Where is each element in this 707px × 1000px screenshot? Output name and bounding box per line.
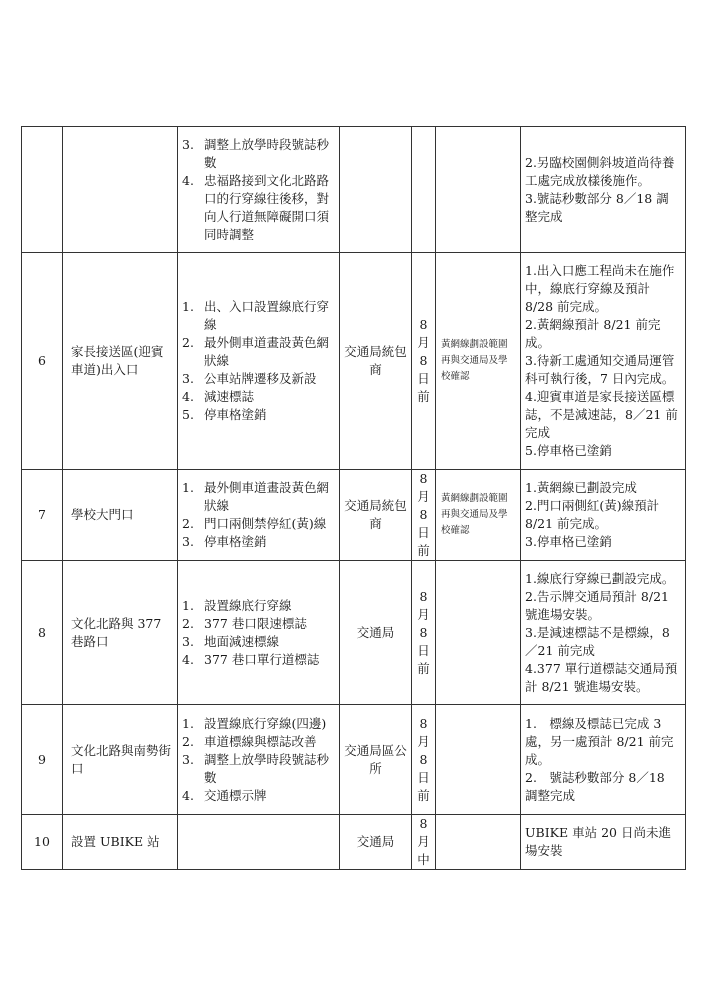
responsible-unit-cell: 交通局 bbox=[340, 815, 412, 870]
measures-cell bbox=[178, 127, 340, 253]
location-cell: 家長接送區(迎賓車道)出入口 bbox=[63, 253, 178, 470]
measure-item bbox=[182, 715, 335, 733]
measure-text: 調整上放學時段號誌秒數 bbox=[204, 136, 330, 170]
status-cell bbox=[521, 561, 686, 705]
item-number-cell bbox=[22, 127, 63, 253]
status-line: 2.告示牌交通局預計 8/21 號進場安裝。 bbox=[525, 588, 669, 622]
table-row bbox=[22, 470, 686, 561]
measure-text: 設置線底行穿線(四邊) bbox=[204, 715, 327, 731]
measure-text: 停車格塗銷 bbox=[204, 534, 267, 549]
measure-item bbox=[182, 298, 335, 334]
measures-list bbox=[182, 715, 335, 805]
status-line: 2.另臨校園側斜坡道尚待養工處完成放樣後施作。 bbox=[525, 154, 675, 188]
table-row bbox=[22, 561, 686, 705]
measures-cell bbox=[178, 705, 340, 815]
measures-cell bbox=[178, 253, 340, 470]
deadline-cell bbox=[412, 815, 436, 870]
measure-item bbox=[182, 479, 335, 515]
measure-text: 停車格塗銷 bbox=[204, 407, 267, 422]
status-cell bbox=[521, 253, 686, 470]
measure-item bbox=[182, 597, 335, 615]
table-row bbox=[22, 253, 686, 470]
location-cell: 文化北路與南勢街口 bbox=[63, 705, 178, 815]
status-line: 1. 標線及標誌已完成 3 處，另一處預計 8/21 前完成。 bbox=[525, 715, 674, 767]
measures-cell bbox=[178, 470, 340, 561]
deadline-cell bbox=[412, 705, 436, 815]
measure-item bbox=[182, 633, 335, 651]
measure-number: 4. bbox=[182, 651, 194, 667]
item-number-cell: 7 bbox=[22, 470, 63, 561]
measures-cell bbox=[178, 815, 340, 870]
coordination-cell bbox=[436, 705, 521, 815]
measure-text: 公車站牌遷移及新設 bbox=[204, 371, 317, 386]
responsible-unit-cell: 交通局 bbox=[340, 561, 412, 705]
deadline-cell bbox=[412, 561, 436, 705]
status-line: 5.停車格已塗銷 bbox=[525, 443, 612, 458]
measure-item bbox=[182, 406, 335, 424]
measures-list bbox=[182, 136, 335, 244]
status-cell bbox=[521, 127, 686, 253]
deadline-cell bbox=[412, 470, 436, 561]
measure-item bbox=[182, 515, 335, 533]
coordination-cell bbox=[436, 561, 521, 705]
measure-text: 地面減速標線 bbox=[204, 633, 280, 649]
item-number-cell: 8 bbox=[22, 561, 63, 705]
status-line: 2. 號誌秒數部分 8／18 調整完成 bbox=[525, 769, 665, 803]
measure-text: 交通標示牌 bbox=[204, 787, 267, 803]
measure-number: 1. bbox=[182, 597, 194, 613]
responsible-unit-cell bbox=[340, 127, 412, 253]
measure-item bbox=[182, 388, 335, 406]
measures-list bbox=[182, 479, 335, 551]
measure-number: 4. bbox=[182, 787, 194, 803]
deadline-text: 8月中 bbox=[417, 816, 430, 867]
status-line: 2.黃網線預計 8/21 前完成。 bbox=[525, 317, 661, 350]
location-cell: 學校大門口 bbox=[63, 470, 178, 561]
measure-item bbox=[182, 751, 335, 787]
item-number-cell: 10 bbox=[22, 815, 63, 870]
responsible-unit-cell: 交通局區公所 bbox=[340, 705, 412, 815]
deadline-text: 8月8日前 bbox=[417, 715, 430, 803]
measure-text: 377 巷口限速標誌 bbox=[204, 615, 307, 631]
measure-number: 2. bbox=[182, 615, 194, 631]
table-row bbox=[22, 815, 686, 870]
measure-number: 3. bbox=[182, 136, 194, 152]
measure-item bbox=[182, 651, 335, 669]
measure-text: 377 巷口單行道標誌 bbox=[204, 651, 320, 667]
measure-number: 5. bbox=[182, 407, 194, 422]
table-row bbox=[22, 127, 686, 253]
traffic-improvement-table bbox=[21, 126, 686, 870]
status-line: 3.是減速標誌不是標線，8／21 前完成 bbox=[525, 624, 670, 658]
measure-number: 1. bbox=[182, 299, 194, 314]
measure-text: 最外側車道畫設黃色網狀線 bbox=[204, 335, 330, 368]
location-cell: 設置 UBIKE 站 bbox=[63, 815, 178, 870]
deadline-cell bbox=[412, 127, 436, 253]
measure-number: 2. bbox=[182, 516, 194, 531]
status-cell bbox=[521, 815, 686, 870]
measure-number: 1. bbox=[182, 480, 194, 495]
coordination-cell: 黃網線劃設範圍再與交通局及學校確認 bbox=[436, 253, 521, 470]
status-line: 3.停車格已塗銷 bbox=[525, 534, 612, 549]
measure-number: 2. bbox=[182, 733, 194, 749]
location-cell: 文化北路與 377 巷路口 bbox=[63, 561, 178, 705]
measure-number: 3. bbox=[182, 751, 194, 767]
responsible-unit-cell: 交通局統包商 bbox=[340, 253, 412, 470]
measure-number: 1. bbox=[182, 715, 194, 731]
measure-item bbox=[182, 370, 335, 388]
measure-number: 3. bbox=[182, 371, 194, 386]
responsible-unit-cell: 交通局統包商 bbox=[340, 470, 412, 561]
item-number-cell: 6 bbox=[22, 253, 63, 470]
measure-text: 出、入口設置線底行穿線 bbox=[204, 299, 330, 332]
measure-text: 設置線底行穿線 bbox=[204, 597, 292, 613]
measure-text: 忠福路接到文化北路路口的行穿線往後移，對向人行道無障礙開口須同時調整 bbox=[204, 172, 330, 242]
status-line: 3.待新工處通知交通局運管科可執行後，7 日內完成。 bbox=[525, 353, 675, 386]
deadline-cell bbox=[412, 253, 436, 470]
measure-item bbox=[182, 533, 335, 551]
status-line: 4.377 單行道標誌交通局預計 8/21 號進場安裝。 bbox=[525, 660, 678, 694]
measure-text: 門口兩側禁停紅(黃)線 bbox=[204, 516, 327, 531]
measure-number: 2. bbox=[182, 335, 194, 350]
location-cell bbox=[63, 127, 178, 253]
status-line: 1.線底行穿線已劃設完成。 bbox=[525, 570, 675, 586]
status-line: 3.號誌秒數部分 8／18 調整完成 bbox=[525, 190, 669, 224]
status-line: 1.出入口應工程尚未在施作中，線底行穿線及預計 8/28 前完成。 bbox=[525, 263, 675, 314]
measure-number: 4. bbox=[182, 389, 194, 404]
measure-text: 最外側車道畫設黃色網狀線 bbox=[204, 480, 330, 513]
measure-number: 3. bbox=[182, 633, 194, 649]
measure-number: 3. bbox=[182, 534, 194, 549]
measures-list bbox=[182, 597, 335, 669]
measure-number: 4. bbox=[182, 172, 194, 188]
measure-item bbox=[182, 136, 335, 172]
item-number-cell: 9 bbox=[22, 705, 63, 815]
status-line: 4.迎賓車道是家長接送區標誌，不是減速誌，8／21 前完成 bbox=[525, 389, 678, 440]
measure-text: 減速標誌 bbox=[204, 389, 255, 404]
measure-item bbox=[182, 733, 335, 751]
table-row bbox=[22, 705, 686, 815]
status-line: 2.門口兩側紅(黃)線預計 8/21 前完成。 bbox=[525, 498, 660, 531]
deadline-text: 8月8日前 bbox=[417, 317, 430, 404]
status-line: UBIKE 車站 20 日尚未進場安裝 bbox=[525, 825, 671, 858]
deadline-text: 8月8日前 bbox=[417, 588, 430, 676]
document-page bbox=[21, 126, 685, 870]
status-cell bbox=[521, 470, 686, 561]
coordination-cell: 黃網線劃設範圍再與交通局及學校確認 bbox=[436, 470, 521, 561]
measures-list bbox=[182, 298, 335, 424]
measures-cell bbox=[178, 561, 340, 705]
deadline-text: 8月8日前 bbox=[417, 471, 430, 558]
measure-text: 調整上放學時段號誌秒數 bbox=[204, 751, 330, 785]
measure-item bbox=[182, 787, 335, 805]
measure-item bbox=[182, 334, 335, 370]
measure-item bbox=[182, 172, 335, 244]
measure-text: 車道標線與標誌改善 bbox=[204, 733, 317, 749]
coordination-cell bbox=[436, 815, 521, 870]
coordination-cell bbox=[436, 127, 521, 253]
measure-item bbox=[182, 615, 335, 633]
status-line: 1.黃網線已劃設完成 bbox=[525, 480, 637, 495]
status-cell bbox=[521, 705, 686, 815]
